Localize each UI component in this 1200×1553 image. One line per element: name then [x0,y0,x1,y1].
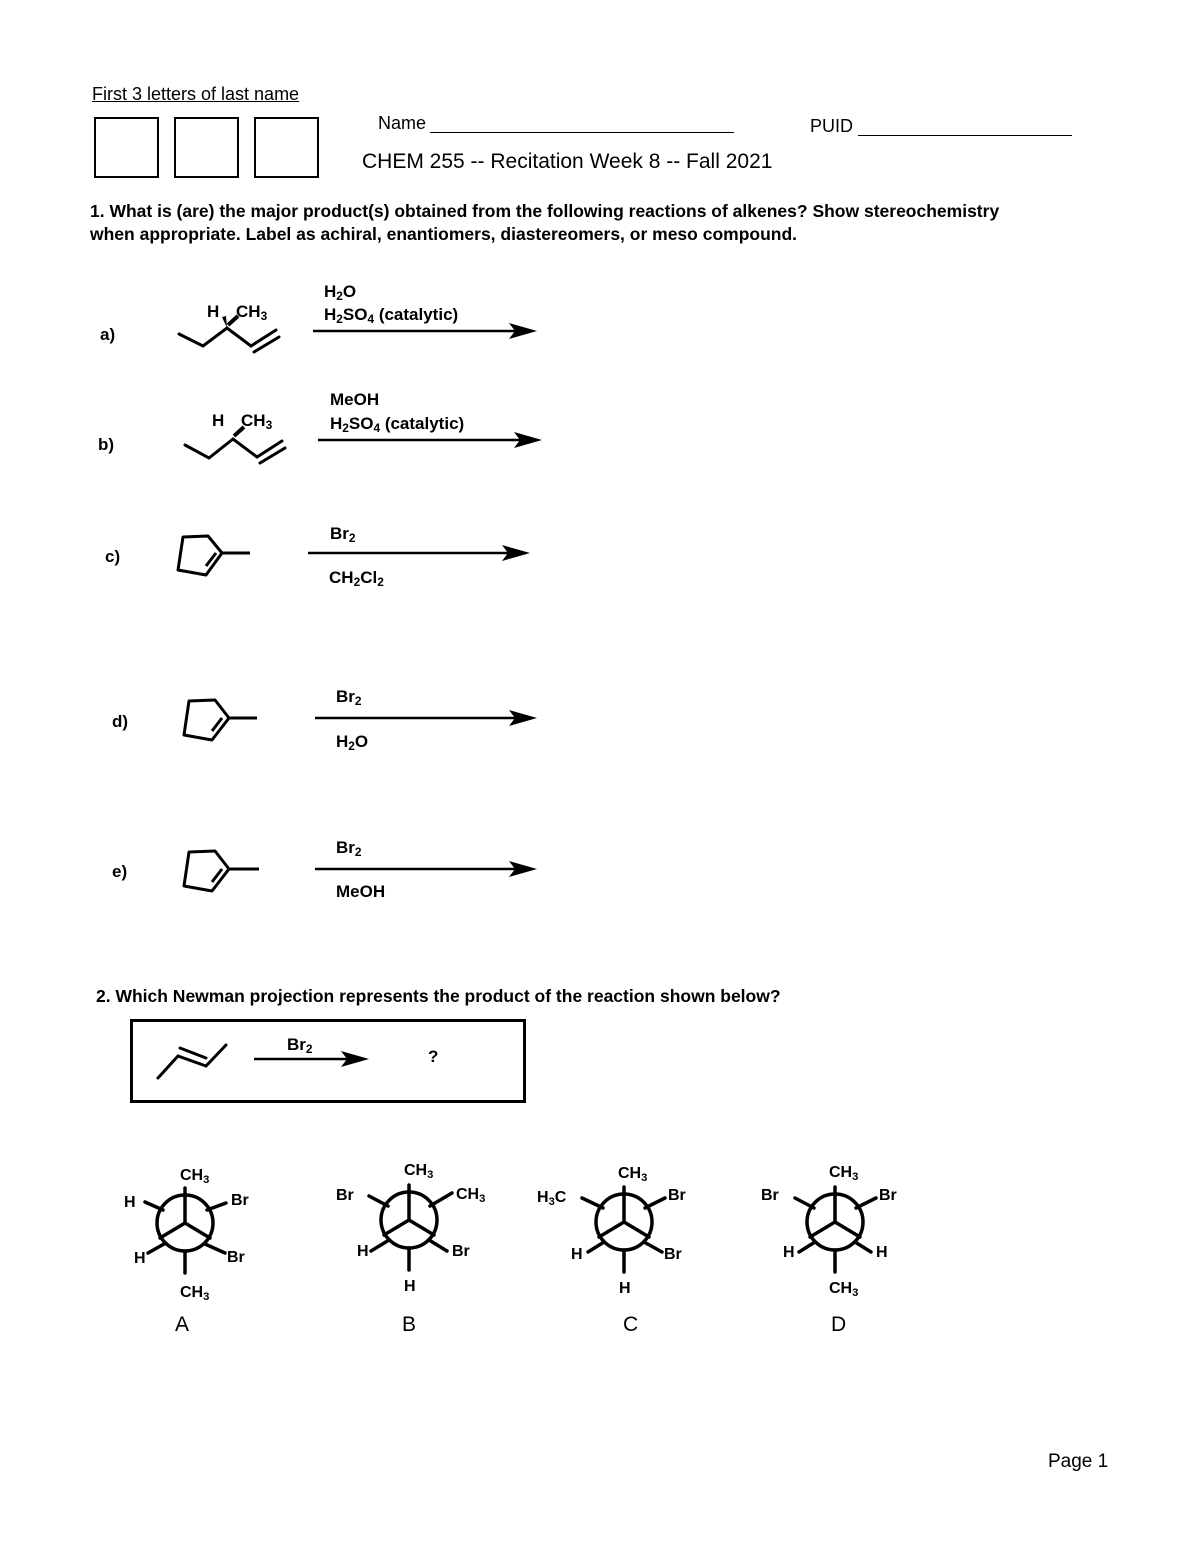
page-number: Page 1 [1048,1451,1109,1472]
part-b-reagent-1: MeOH [330,390,380,409]
option-a-label[interactable]: A [175,1313,190,1336]
newman-d-ch3-top: $CH_3$ [829,1164,859,1183]
newman-d-br-left: Br [761,1187,779,1204]
newman-d-br-right: Br [879,1187,897,1204]
part-b-h-label: H [212,411,225,430]
initial-box-1[interactable] [94,117,159,178]
newman-a-ch3-bottom: $CH_3$ [180,1284,210,1303]
question-1-line-2: when appropriate. Label as achiral, enantiomers, diastereomers, or meso compound. [90,224,798,244]
newman-b-h-bottom-left: H [357,1243,369,1260]
part-a-ch3-label: $CH_3$ [236,302,268,323]
part-d-reagent-top: $Br_2$ [336,687,362,708]
newman-d-ch3-bottom: $CH_3$ [829,1280,859,1299]
newman-a-h-bottom-left: H [134,1250,146,1267]
part-b-ch3-label: $CH_3$ [241,411,273,432]
part-d-label: d) [112,712,129,731]
part-d-reagent-bottom: $H_2O$ [336,732,369,753]
initial-box-3[interactable] [254,117,319,178]
part-a-h-label: H [207,302,220,321]
part-c-reagent-top: $Br_2$ [330,524,356,545]
newman-c-h3c-left: $H_3C$ [537,1189,567,1208]
puid-label: PUID [810,116,854,136]
part-a-reagent-2: $H_2SO_4$ (catalytic) [324,305,459,326]
initial-box-2[interactable] [174,117,239,178]
option-c-label[interactable]: C [623,1313,639,1336]
newman-a-br-right: Br [231,1192,249,1209]
newman-a-ch3-top: $CH_3$ [180,1167,210,1186]
newman-projections [0,0,1,1]
initials-label: First 3 letters of last name [92,84,300,104]
option-d-label[interactable]: D [831,1313,847,1336]
part-e-label: e) [112,862,128,881]
part-b-label: b) [98,435,115,454]
newman-d-h-bottom-right: H [876,1244,888,1261]
part-a-label: a) [100,325,116,344]
q2-reagent: $Br_2$ [287,1035,313,1056]
newman-c-br-right: Br [668,1187,686,1204]
q2-product: ? [428,1047,439,1066]
newman-b-ch3-right: $CH_3$ [456,1186,486,1205]
newman-c-h-bottom-left: H [571,1246,583,1263]
question-1-text [90,200,1150,246]
newman-d-h-bottom-left: H [783,1244,795,1261]
newman-a-h-left: H [124,1194,136,1211]
part-e-reagent-top: $Br_2$ [336,838,362,859]
newman-b-br-left: Br [336,1187,354,1204]
question-1-line-1: 1. What is (are) the major product(s) obtained from the following reactions of alkenes? Show stereochemistry [90,201,1000,221]
newman-c-h-bottom: H [619,1280,631,1297]
newman-c-br-bottom-right: Br [664,1246,682,1263]
part-b-reagent-2: $H_2SO_4$ (catalytic) [330,414,465,435]
name-field[interactable] [430,113,734,133]
newman-b-br-bottom-right: Br [452,1243,470,1260]
option-b-label[interactable]: B [402,1313,417,1336]
newman-b-ch3-top: $CH_3$ [404,1162,434,1181]
part-a-reagent-1: $H_2O$ [324,282,357,303]
part-c-label: c) [105,547,121,566]
newman-c-ch3-top: $CH_3$ [618,1165,648,1184]
newman-a-br-bottom-right: Br [227,1249,245,1266]
puid-field[interactable] [858,116,1072,136]
name-label: Name [378,113,427,133]
page-title: CHEM 255 -- Recitation Week 8 -- Fall 2021 [362,150,773,173]
newman-b-h-bottom: H [404,1278,416,1295]
part-e-reagent-bottom: MeOH [336,882,386,901]
part-c-reagent-bottom: $CH_2Cl_2$ [329,568,384,589]
question-2-text: 2. Which Newman projection represents the product of the reaction shown below? [96,986,781,1006]
